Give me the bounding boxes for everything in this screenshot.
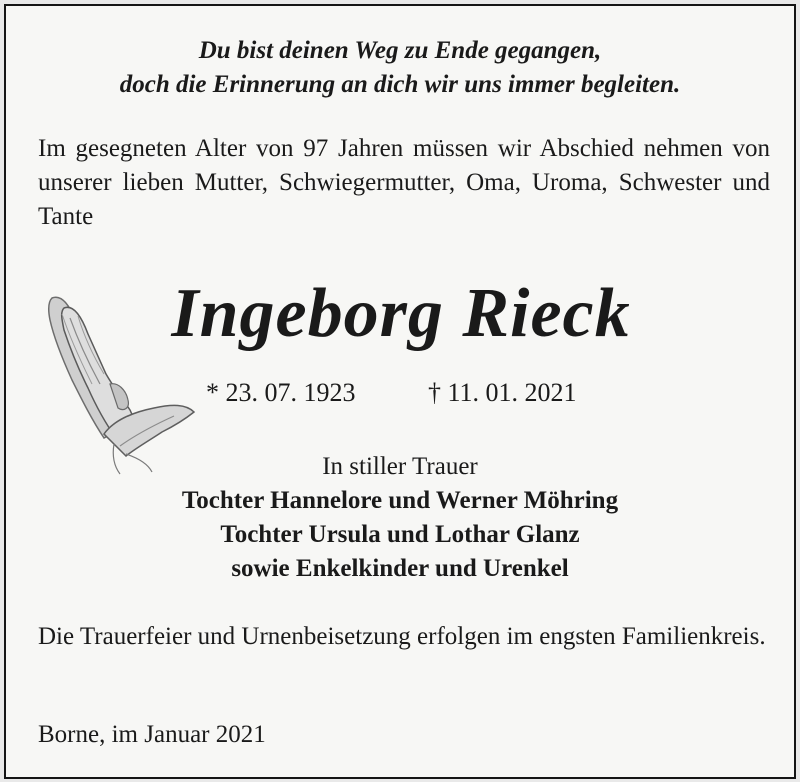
mourners-block — [6, 450, 794, 586]
intro-text: Im gesegneten Alter von 97 Jahren müssen wir Abschied nehmen von unserer lieben Mutter, Schwiegermutter, Oma, Uroma, Schwester und Tante — [38, 135, 770, 230]
obituary-notice — [4, 4, 796, 779]
deceased-name: Ingeborg Rieck — [171, 275, 631, 352]
place-and-date: Borne, im Januar 2021 — [38, 721, 266, 748]
birth-date: * 23. 07. 1923 — [206, 378, 356, 407]
motto-line-1: Du bist deinen Weg zu Ende gegangen, — [198, 37, 602, 64]
mourning-heading: In stiller Trauer — [322, 453, 478, 480]
motto-line-2: doch die Erinnerung an dich wir uns immer begleiten. — [119, 71, 681, 98]
mourner-line: Tochter Hannelore und Werner Möhring — [181, 487, 619, 514]
motto — [6, 34, 794, 102]
death-date: † 11. 01. 2021 — [428, 378, 577, 407]
mourner-line: Tochter Ursula und Lothar Glanz — [220, 521, 580, 548]
funeral-note: Die Trauerfeier und Urnenbeisetzung erfolgen im engsten Familienkreis. — [38, 623, 766, 650]
mourner-line: sowie Enkelkinder und Urenkel — [231, 555, 569, 582]
